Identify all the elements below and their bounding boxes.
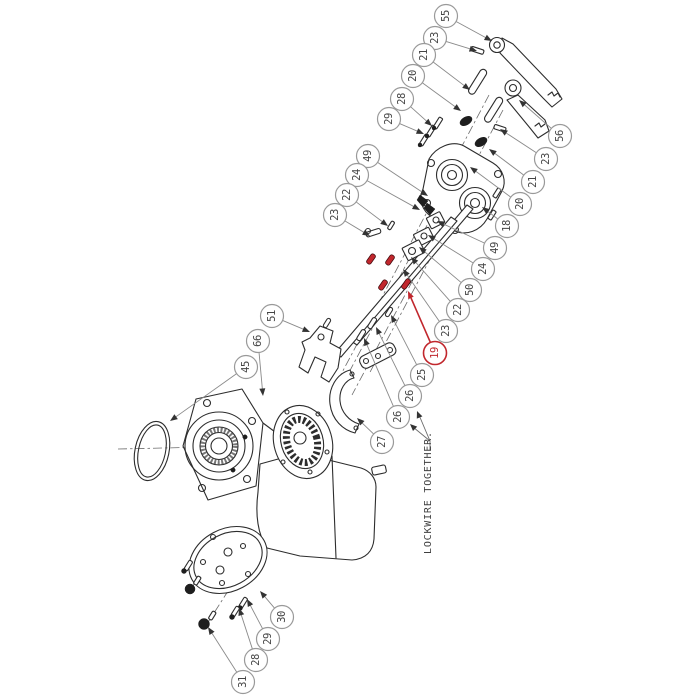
callout-label: 29 (262, 633, 274, 645)
callout-label: 26 (392, 411, 404, 423)
seal-ring-20b (473, 135, 488, 148)
leader-arrowhead (170, 414, 178, 421)
callout-label: 23 (440, 325, 452, 337)
plug-31 (199, 611, 217, 630)
lever-arm-55 (490, 38, 563, 108)
callout-label: 51 (266, 310, 278, 322)
clevis-pin-23 (365, 228, 381, 237)
callout-label: 27 (376, 436, 388, 448)
callout-label: 24 (351, 169, 363, 181)
fork-27 (330, 370, 359, 433)
callout-label: 20 (407, 70, 419, 82)
callout-label: 25 (416, 369, 428, 381)
callout-label: 66 (252, 335, 264, 347)
callout-label: 28 (396, 93, 408, 105)
lockwire-plate (358, 341, 398, 370)
leader-arrowhead (208, 627, 215, 635)
callout-label: 31 (237, 676, 249, 688)
leader-arrowhead (412, 204, 420, 210)
callout-29-5 (378, 108, 425, 135)
callout-label: 49 (362, 150, 374, 162)
lockwire-note-group (410, 411, 434, 554)
callout-label: 28 (250, 654, 262, 666)
callout-label: 50 (464, 284, 476, 296)
callout-label: 26 (404, 390, 416, 402)
callout-label: 29 (383, 113, 395, 125)
callout-24-7 (346, 164, 421, 211)
callout-label: 55 (440, 10, 452, 22)
callout-label: 22 (341, 189, 353, 201)
callout-label: 21 (418, 49, 430, 61)
leader-arrowhead (453, 104, 461, 111)
callout-23-9 (324, 204, 371, 237)
leader-arrowhead (500, 129, 508, 136)
callout-label: 56 (554, 130, 566, 142)
callout-label: 45 (240, 361, 252, 373)
callout-label: 24 (477, 263, 489, 275)
callout-label: 23 (329, 209, 341, 221)
link-pin-21a (467, 68, 488, 95)
lockwire-note: LOCKWIRE TOGETHER. (423, 431, 434, 554)
leader-arrowhead (408, 291, 414, 299)
callout-30-28 (260, 591, 294, 629)
shift-fork-51 (299, 318, 341, 382)
callout-label: 18 (501, 220, 513, 232)
leader-arrowhead (416, 128, 424, 134)
cover-bolt-28 (230, 606, 240, 620)
leader-arrowhead (489, 149, 497, 156)
leader-arrowhead (247, 599, 253, 607)
callout-label: 20 (514, 198, 526, 210)
leader-arrowhead (376, 327, 382, 335)
leader-arrowhead (462, 83, 470, 90)
callout-51-25 (261, 305, 311, 333)
callout-label: 49 (489, 242, 501, 254)
seal-ring-20a (458, 114, 473, 127)
gearbox-flange (183, 389, 263, 500)
callout-label: 23 (540, 153, 552, 165)
callout-label: 19 (429, 347, 441, 359)
callout-label: 23 (429, 32, 441, 44)
o-ring-45 (129, 418, 175, 484)
leader-arrowhead (259, 388, 265, 396)
callout-label: 22 (452, 304, 464, 316)
leader-arrowhead (380, 219, 388, 226)
leader-arrowhead (302, 326, 310, 332)
callout-label: 30 (276, 611, 288, 623)
callout-label: 21 (527, 176, 539, 188)
roll-pin-22 (387, 221, 395, 230)
leader-arrowhead (484, 35, 492, 41)
